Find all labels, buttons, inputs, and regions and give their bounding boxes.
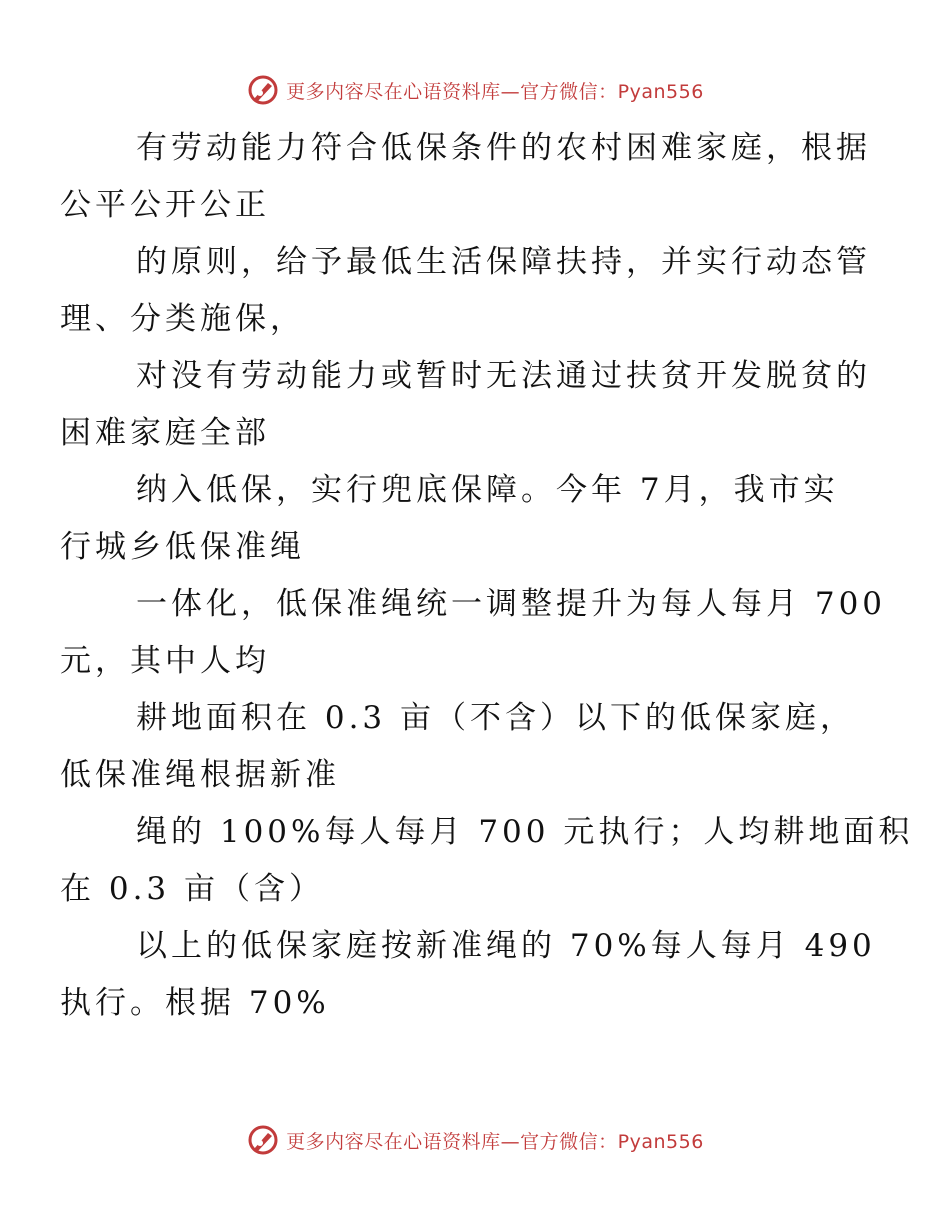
paragraph-line: 以上的低保家庭按新准绳的 70%每人每月 490	[136, 928, 876, 964]
paragraph-line: 执行。根据 70%	[60, 985, 330, 1021]
document-body	[60, 120, 914, 1032]
paragraph-line: 绳的 100%每人每月 700 元执行；人均耕地面积	[136, 814, 914, 850]
footer-banner-text: 更多内容尽在心语资料库—官方微信：Pyan556	[286, 1130, 704, 1153]
paragraph-line: 理、分类施保，	[60, 301, 305, 337]
paragraph-line: 耕地面积在 0.3 亩（不含）以下的低保家庭，	[136, 700, 856, 736]
paragraph-line: 元，其中人均	[60, 643, 270, 679]
paragraph-line: 困难家庭全部	[60, 415, 270, 451]
footer-banner	[0, 1120, 950, 1160]
paragraph	[60, 690, 858, 804]
paragraph	[60, 120, 871, 234]
paragraph-line: 纳入低保，实行兜底保障。今年 7月，我市实	[136, 472, 839, 508]
paragraph-line: 公平公开公正	[60, 187, 270, 223]
paragraph	[60, 348, 871, 462]
pen-circle-logo-icon	[246, 1123, 280, 1157]
paragraph-line: 低保准绳根据新准	[60, 757, 340, 793]
paragraph	[60, 462, 858, 576]
paragraph-line: 对没有劳动能力或暂时无法通过扶贫开发脱贫的	[136, 358, 871, 394]
paragraph-line: 在 0.3 亩（含）	[60, 871, 325, 907]
paragraph-line: 的原则，给予最低生活保障扶持，并实行动态管	[136, 244, 871, 280]
paragraph	[60, 804, 914, 918]
paragraph	[60, 234, 871, 348]
paragraph-line: 行城乡低保准绳	[60, 529, 305, 565]
header-banner	[0, 70, 950, 110]
paragraph-line: 一体化，低保准绳统一调整提升为每人每月 700	[136, 586, 887, 622]
paragraph	[60, 576, 887, 690]
pen-circle-logo-icon	[246, 73, 280, 107]
header-banner-text: 更多内容尽在心语资料库—官方微信：Pyan556	[286, 80, 704, 103]
paragraph	[60, 918, 876, 1032]
paragraph-line: 有劳动能力符合低保条件的农村困难家庭，根据	[136, 130, 871, 166]
